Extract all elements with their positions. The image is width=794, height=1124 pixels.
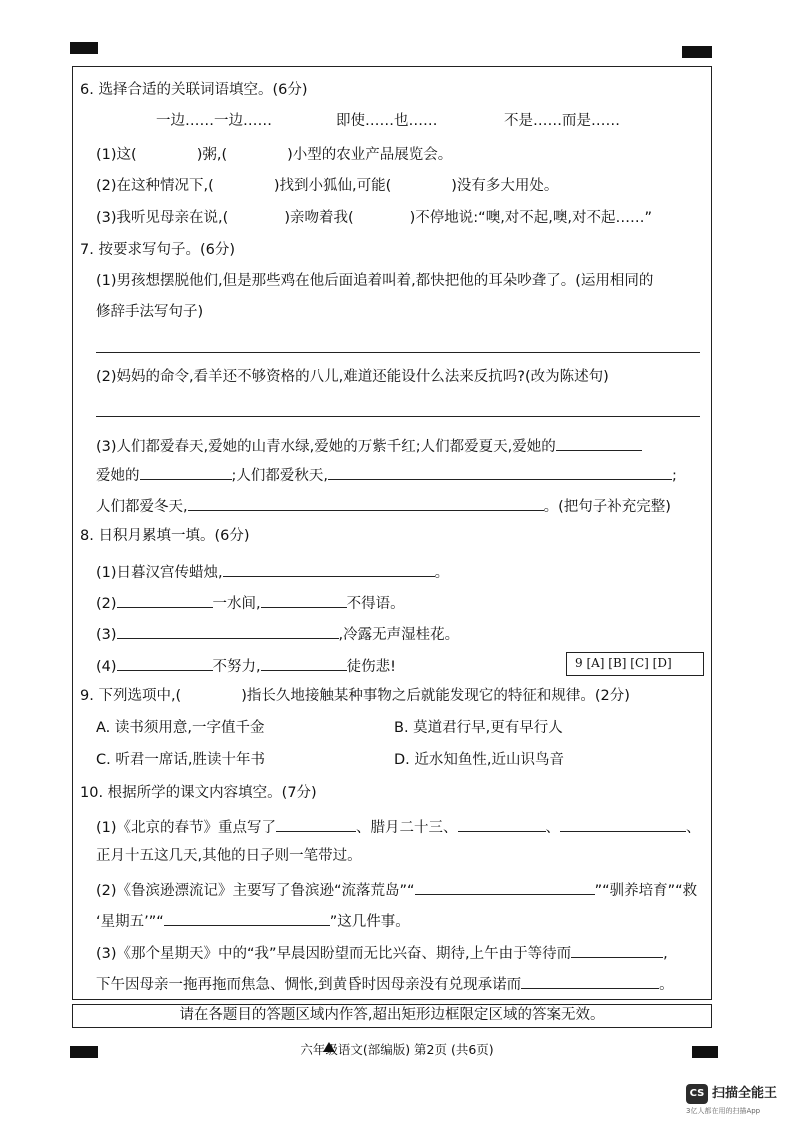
q10-item-1-row-2: 正月十五这几天,其他的日子则一笔带过。: [96, 848, 362, 864]
q9-option-b: B. 莫道君行早,更有早行人: [394, 720, 563, 736]
q10-item-3-row-1: [96, 941, 668, 964]
q6-item-1-mid: )粥,(: [196, 147, 228, 163]
q8-item-1-text-a: (1)日暮汉宫传蜡烛,: [96, 565, 223, 581]
q10-item-2-text-b: ”“驯养培育”“救: [594, 883, 698, 899]
q7-item-2: (2)妈妈的命令,看羊还不够资格的八儿,难道还能设什么法来反抗吗?(改为陈述句): [96, 369, 609, 385]
q7-item-3-text-e: 人们都爱冬天,: [96, 499, 188, 515]
q8-item-1: [96, 560, 449, 583]
q7-item-3-text-d: ;: [672, 468, 677, 484]
q6-option-3: 不是……而是……: [504, 113, 620, 129]
q10-item-2-row-1: [96, 878, 697, 901]
q9-option-c: C. 听君一席话,胜读十年书: [96, 752, 265, 768]
q6-option-1: 一边……一边……: [156, 113, 272, 129]
q7-item-3-text-a: (3)人们都爱春天,爱她的山青水绿,爱她的万紫千红;人们都爱夏天,爱她的: [96, 439, 556, 455]
q8-item-2-text-a: (2): [96, 596, 117, 612]
q10-item-2-row-2: [96, 909, 410, 932]
q7-item-3-text-c: ;人们都爱秋天,: [231, 468, 328, 484]
q7-item-3-row-2: [96, 463, 677, 486]
q7-item-1-line-2: 修辞手法写句子): [96, 304, 204, 320]
q6-option-2: 即使……也……: [336, 113, 438, 129]
q10-item-1-text-d: 、: [686, 820, 701, 836]
q9-title: [80, 686, 630, 706]
q9-option-d: D. 近水知鱼性,近山识鸟音: [394, 752, 564, 768]
registration-mark-top-right: [682, 46, 712, 58]
q7-item-3-row-1: [96, 434, 642, 457]
camscanner-logo-icon: CS: [686, 1084, 708, 1104]
q8-item-3: [96, 622, 459, 645]
q10-item-3-row-2: [96, 972, 674, 995]
q8-item-2: [96, 591, 405, 614]
q10-item-1-text-c: 、: [545, 820, 561, 836]
q9-title-a: 9. 下列选项中,(: [80, 688, 182, 704]
q10-item-1-row-1: [96, 815, 701, 838]
q9-title-b: )指长久地接触某种事物之后就能发现它的特征和规律。(2分): [241, 688, 630, 704]
q8-item-2-text-c: 不得语。: [346, 596, 405, 612]
registration-mark-top-left: [70, 42, 98, 54]
q7-item-2-answer-line: [96, 416, 700, 417]
q8-item-4-text-c: 徒伤悲!: [346, 659, 396, 675]
q7-item-3-row-3: [96, 494, 671, 517]
q8-item-3-text-b: ,冷露无声湿桂花。: [338, 627, 460, 643]
q6-item-3-suffix: )不停地说:“噢,对不起,噢,对不起……”: [409, 210, 653, 226]
q6-item-1-prefix: (1)这(: [96, 147, 137, 163]
page-footer: 六年级语文(部编版) 第2页 (共6页): [300, 1042, 494, 1057]
q6-item-2-prefix: (2)在这种情况下,(: [96, 178, 214, 194]
q10-item-2-text-d: ”这几件事。: [329, 914, 410, 930]
q10-item-1-text-b: 、腊月二十三、: [356, 820, 458, 836]
q8-title: 8. 日积月累填一填。(6分): [80, 528, 250, 544]
q10-title: 10. 根据所学的课文内容填空。(7分): [80, 785, 317, 801]
watermark-app-name: 扫描全能王: [712, 1086, 778, 1101]
q8-item-2-text-b: 一水间,: [212, 596, 261, 612]
q6-item-3: [96, 208, 652, 228]
q6-item-3-mid: )亲吻着我(: [284, 210, 354, 226]
q8-item-4: [96, 654, 396, 677]
q7-item-3-text-f: 。(把句子补充完整): [543, 499, 671, 515]
watermark-tagline: 3亿人都在用的扫描App: [686, 1107, 761, 1115]
answer-choice-box[interactable]: 9 [A] [B] [C] [D]: [566, 652, 704, 676]
q10-item-2-text-c: ‘星期五’”“: [96, 914, 164, 930]
q7-title: 7. 按要求写句子。(6分): [80, 242, 235, 258]
q7-item-3-text-b: 爱她的: [96, 468, 140, 484]
q10-item-3-text-d: 。: [659, 977, 674, 993]
q9-option-a: A. 读书须用意,一字值千金: [96, 720, 265, 736]
q6-title: 6. 选择合适的关联词语填空。(6分): [80, 82, 308, 98]
q6-item-1: [96, 145, 452, 165]
q10-item-3-text-c: 下午因母亲一拖再拖而焦急、惆怅,到黄昏时因母亲没有兑现承诺而: [96, 977, 522, 993]
q10-item-3-text-b: ,: [663, 946, 668, 962]
q6-item-3-prefix: (3)我听见母亲在说,(: [96, 210, 229, 226]
q8-item-1-text-b: 。: [434, 565, 450, 581]
q10-item-3-text-a: (3)《那个星期天》中的“我”早晨因盼望而无比兴奋、期待,上午由于等待而: [96, 946, 572, 962]
q8-item-3-text-a: (3): [96, 627, 117, 643]
q10-item-1-text-a: (1)《北京的春节》重点写了: [96, 820, 277, 836]
q10-item-2-text-a: (2)《鲁滨逊漂流记》主要写了鲁滨逊“流落荒岛”“: [96, 883, 415, 899]
q6-item-1-suffix: )小型的农业产品展览会。: [287, 147, 453, 163]
q7-item-1-answer-line: [96, 352, 700, 353]
q8-item-4-text-b: 不努力,: [212, 659, 261, 675]
q6-item-2-mid: )找到小狐仙,可能(: [273, 178, 392, 194]
q7-item-1-line-1: (1)男孩想摆脱他们,但是那些鸡在他后面追着叫着,都快把他的耳朵吵聋了。(运用相同的: [96, 273, 654, 289]
q6-item-2-suffix: )没有多大用处。: [451, 178, 559, 194]
answer-area-notice: 请在各题目的答题区域内作答,超出矩形边框限定区域的答案无效。: [72, 1004, 712, 1028]
q6-item-2: [96, 176, 558, 196]
q8-item-4-text-a: (4): [96, 659, 117, 675]
